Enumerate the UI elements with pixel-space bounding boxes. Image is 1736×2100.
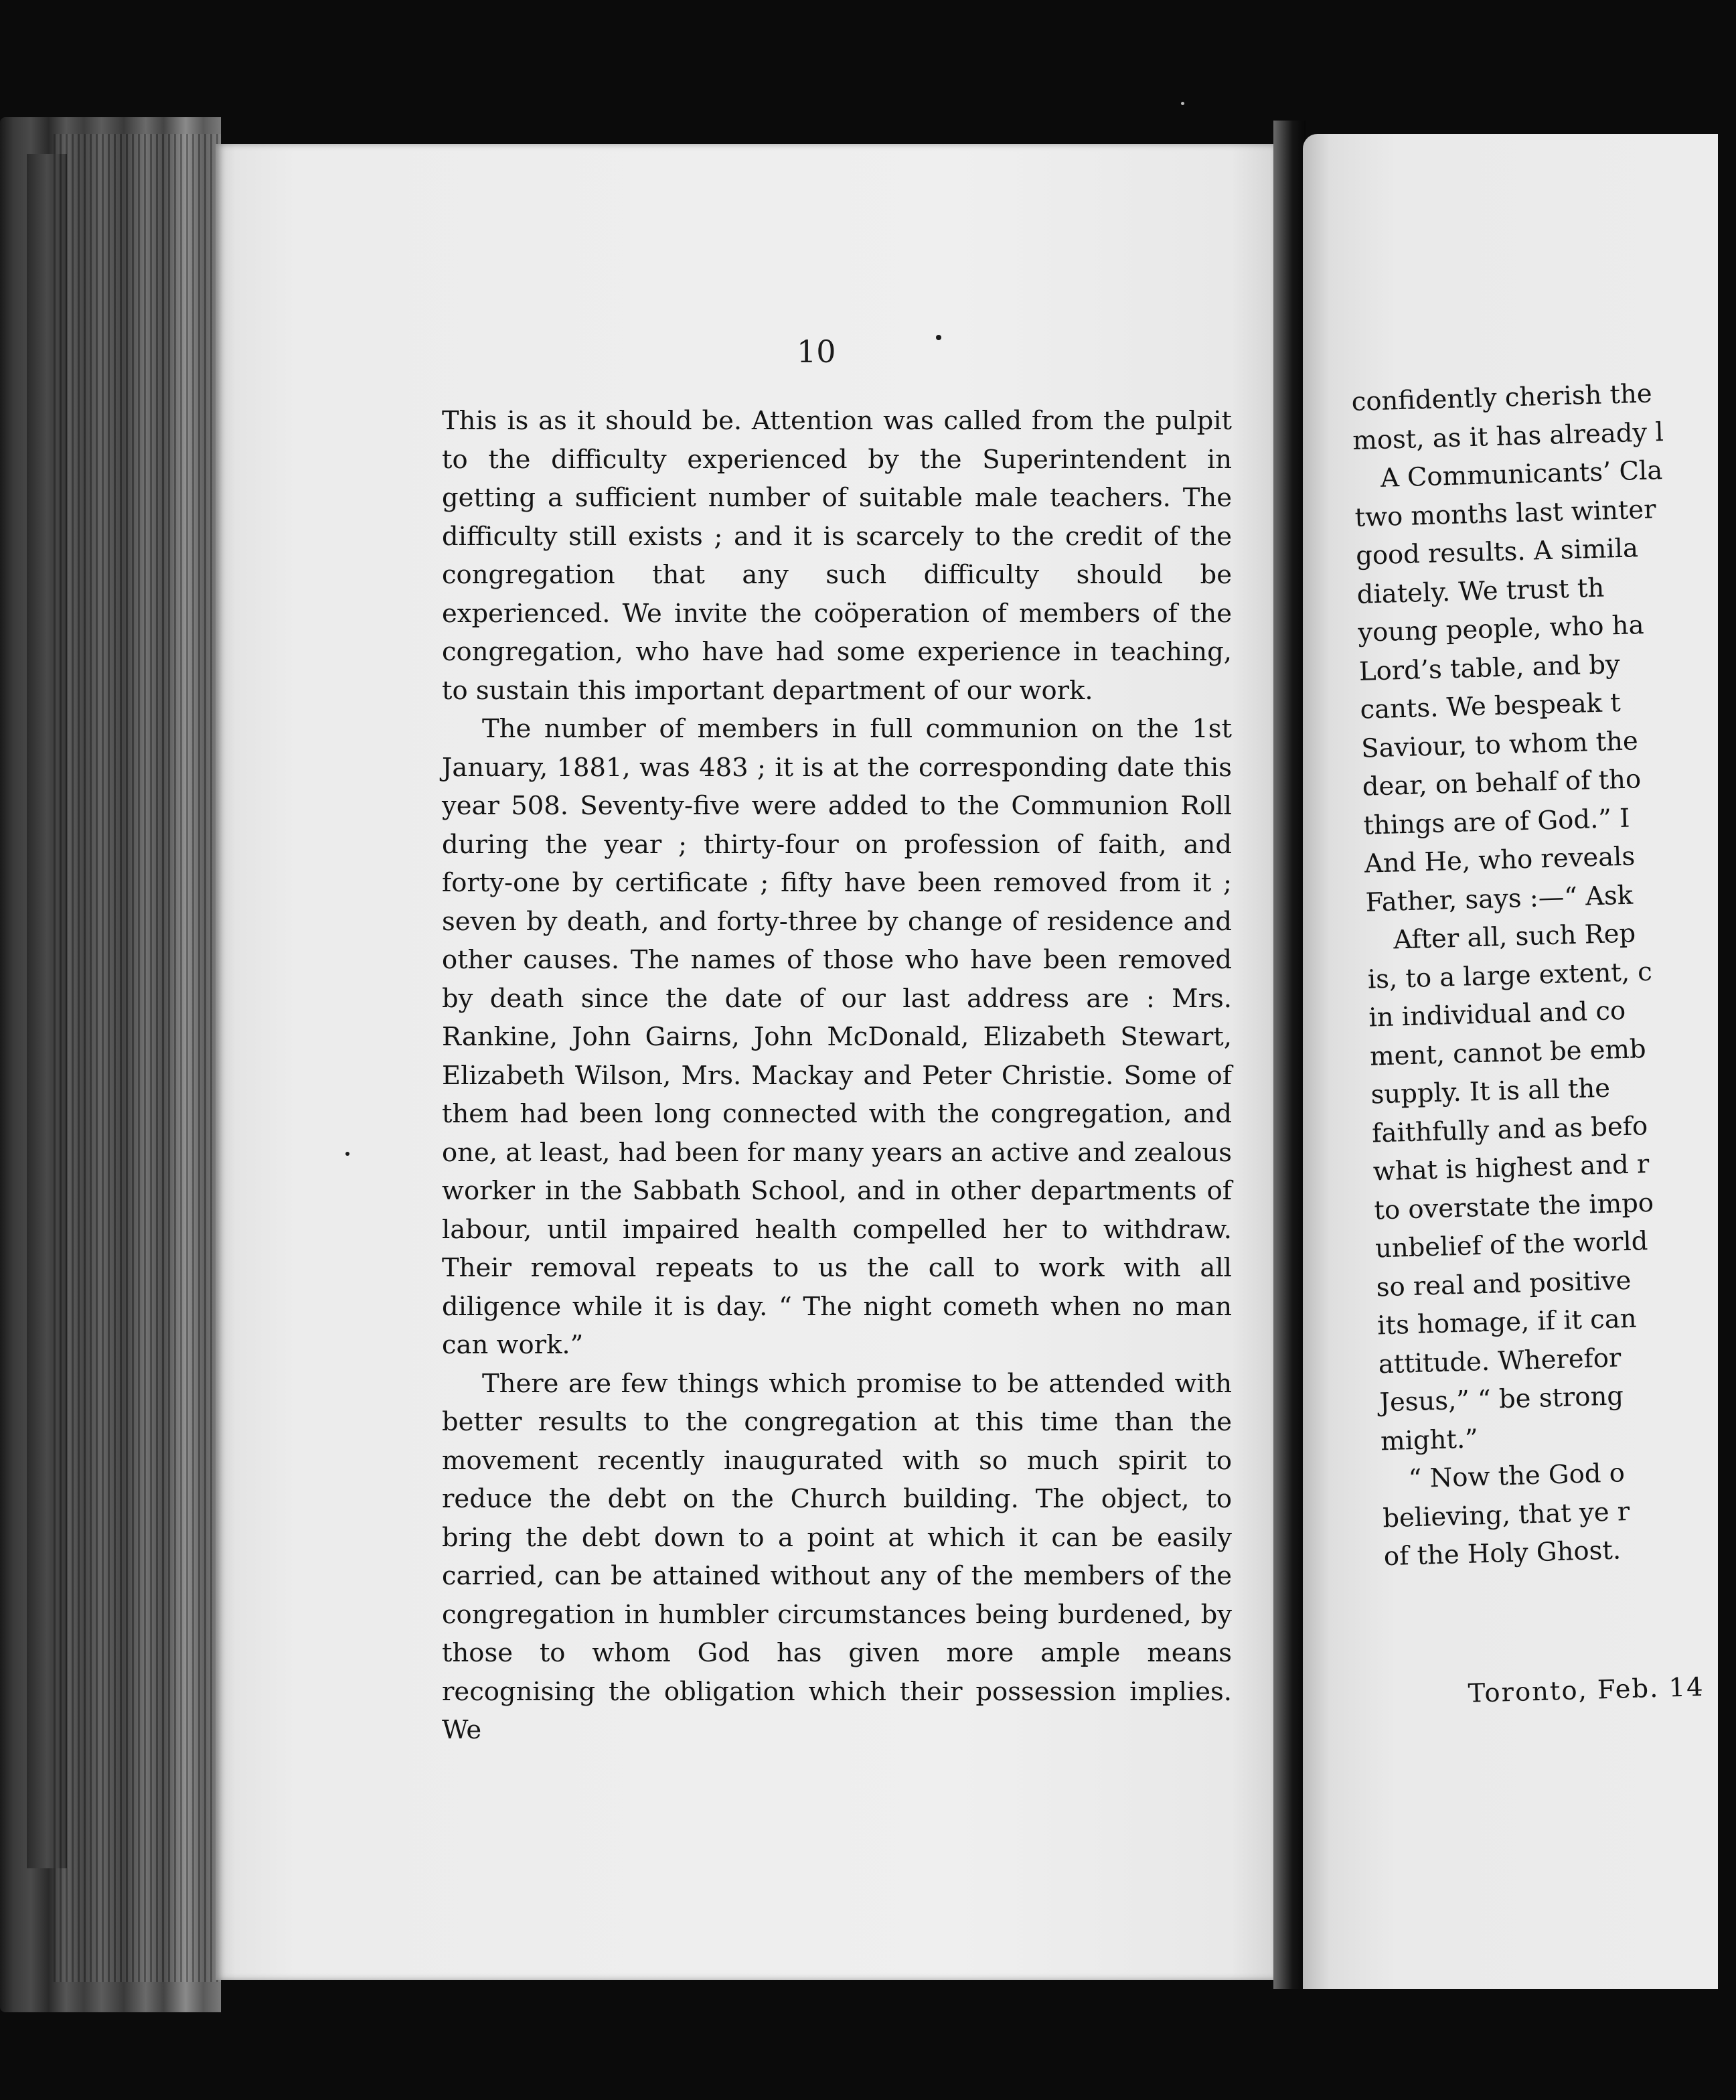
- right-line: cants. We bespeak t: [1360, 687, 1622, 725]
- right-line: things are of God.” I: [1362, 803, 1630, 841]
- right-line: believing, that ye r: [1382, 1496, 1630, 1533]
- right-line: attitude. Wherefor: [1378, 1342, 1622, 1379]
- right-line: to overstate the impo: [1373, 1187, 1654, 1226]
- right-line: good results. A simila: [1355, 533, 1639, 571]
- right-line: so real and positive: [1376, 1265, 1632, 1302]
- right-line: most, as it has already l: [1352, 417, 1664, 456]
- book-gutter: [1273, 121, 1306, 1989]
- right-line: Jesus,” “ be strong: [1378, 1381, 1624, 1418]
- right-line: faithfully and as befo: [1371, 1110, 1648, 1149]
- right-line: Saviour, to whom the: [1360, 725, 1639, 764]
- right-line: might.”: [1380, 1423, 1479, 1456]
- right-line: in individual and co: [1368, 995, 1626, 1033]
- dust-speck: [345, 1152, 349, 1156]
- right-line: And He, who reveals: [1364, 841, 1636, 879]
- right-line: unbelief of the world: [1374, 1226, 1648, 1264]
- right-line: ment, cannot be emb: [1369, 1033, 1647, 1072]
- right-line: is, to a large extent, c: [1367, 956, 1653, 995]
- right-line: “ Now the God o: [1408, 1458, 1626, 1495]
- right-line: what is highest and r: [1372, 1149, 1650, 1187]
- paragraph-church-debt: There are few things which promise to be attended with better results to the congregation at this time than the movement recently inaugurated with so much spirit to reduce the debt on the Church building. The object, to bring the debt down to a point at which it can be easily carried, can be attained without any of the members of the congregation in humbler circumstances being burdened, by those to whom God has given more ample means recognising the obligation which their possession implies. We: [442, 1368, 1232, 1745]
- signature-date: Toronto, Feb. 14: [1468, 1671, 1705, 1709]
- dust-speck: [936, 335, 941, 340]
- right-line: dear, on behalf of tho: [1362, 764, 1642, 802]
- right-page-text: [1351, 373, 1736, 1715]
- right-line: diately. We trust th: [1356, 573, 1605, 610]
- right-line: of the Holy Ghost.: [1383, 1535, 1622, 1572]
- page-number: 10: [797, 333, 836, 370]
- left-page-text: [442, 402, 1232, 1750]
- right-line: supply. It is all the: [1370, 1073, 1611, 1110]
- right-line: its homage, if it can: [1376, 1303, 1638, 1341]
- right-line: Lord’s table, and by: [1358, 649, 1621, 687]
- right-line: After all, such Rep: [1393, 918, 1636, 956]
- right-line: two months last winter: [1354, 494, 1657, 533]
- dust-speck: [1181, 102, 1184, 105]
- right-line: A Communicants’ Cla: [1380, 455, 1663, 494]
- paragraph-teachers: This is as it should be. Attention was called from the pulpit to the difficulty experienced by the Superintendent in getting a sufficient number of suitable male teachers. The difficulty still exists ; and it is scarcely to the credit of the congregation that any such difficulty should be experienced. We invite the coöperation of members of the congregation, who have had some experience in teaching, to sustain this important department of our work.: [442, 406, 1232, 706]
- paragraph-membership: The number of members in full communion on the 1st January, 1881, was 483 ; it is at the corresponding date this year 508. Seventy-five were added to the Communion Roll during the year ; thirty-four on profession of faith, and forty-one by certificate ; fifty have been removed from it ; seven by death, and forty-three by change of residence and other causes. The names of those who have been removed by death since the date of our last address are : Mrs. Rankine, John Gairns, John McDonald, Elizabeth Stewart, Elizabeth Wilson, Mrs. Mackay and Peter Christie. Some of them had been long connected with the congregation, and one, at least, had been for many years an active and zealous worker in the Sabbath School, and in other departments of labour, until impaired health compelled her to withdraw. Their removal repeats to us the call to work with all diligence while it is day. “ The night cometh when no man can work.”: [442, 714, 1232, 1360]
- page-stack-stripes: [54, 134, 221, 1982]
- right-line: confidently cherish the: [1351, 378, 1653, 417]
- right-line: Father, says :—“ Ask: [1365, 880, 1634, 918]
- right-line: young people, who ha: [1357, 609, 1645, 648]
